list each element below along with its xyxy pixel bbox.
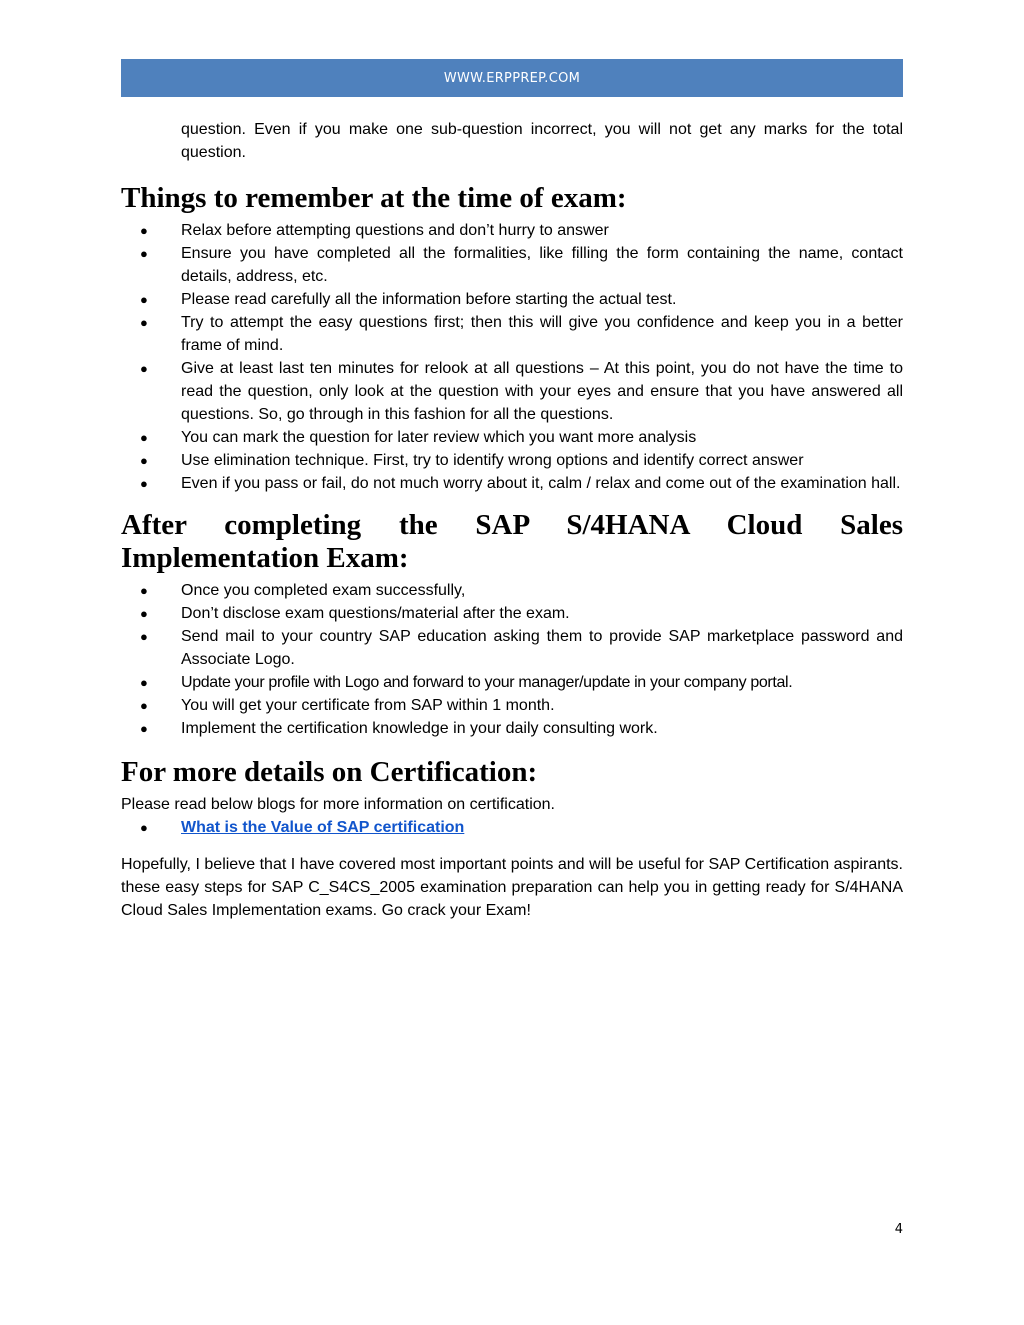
bullet-icon: ●: [140, 675, 148, 690]
list-item: ● Try to attempt the easy questions first; then this will give you confidence and keep you in a better frame of mind.: [121, 311, 903, 357]
exam-time-list: [121, 219, 903, 495]
list-item: ● Don’t disclose exam questions/material after the exam.: [121, 602, 903, 625]
site-header-bar: [121, 59, 903, 97]
page-number: 4: [894, 1222, 903, 1237]
bullet-icon: ●: [140, 246, 148, 261]
bullet-icon: ●: [140, 583, 148, 598]
heading-exam-time: Things to remember at the time of exam:: [121, 182, 627, 214]
list-item: ● Implement the certification knowledge in your daily consulting work.: [121, 717, 903, 740]
list-item: ● Update your profile with Logo and forward to your manager/update in your company portal.: [121, 671, 903, 694]
bullet-icon: ●: [140, 629, 148, 644]
blog-link-list: [121, 816, 903, 839]
bullet-icon: ●: [140, 606, 148, 621]
bullet-icon: ●: [140, 476, 148, 491]
list-item: ● Relax before attempting questions and don’t hurry to answer: [121, 219, 903, 242]
bullet-icon: ●: [140, 820, 148, 835]
bullet-icon: ●: [140, 292, 148, 307]
bullet-icon: ●: [140, 721, 148, 736]
bullet-icon: ●: [140, 223, 148, 238]
list-item: ● You will get your certificate from SAP within 1 month.: [121, 694, 903, 717]
list-item: ● Send mail to your country SAP education asking them to provide SAP marketplace password and Associate Logo.: [121, 625, 903, 671]
list-item: ● Use elimination technique. First, try to identify wrong options and identify correct answer: [121, 449, 903, 472]
heading-after-exam: After completing the SAP S/4HANA Cloud Sales Implementation Exam:: [121, 509, 903, 574]
list-item: ● Once you completed exam successfully,: [121, 579, 903, 602]
bullet-icon: ●: [140, 315, 148, 330]
after-exam-list: [121, 579, 903, 740]
site-url-text: WWW.ERPPREP.COM: [443, 70, 581, 86]
list-item: [121, 816, 903, 839]
list-item: ● Ensure you have completed all the formalities, like filling the form containing the name, contact details, address, etc.: [121, 242, 903, 288]
bullet-icon: ●: [140, 698, 148, 713]
intro-paragraph: question. Even if you make one sub-question incorrect, you will not get any marks for the total question.: [181, 121, 903, 161]
closing-paragraph: Hopefully, I believe that I have covered most important points and will be useful for SAP Certification aspirants. these easy steps for SAP C_S4CS_2005 examination preparation can help you in getting ready for S/4HANA Cloud Sales Implementation exams. Go crack your Exam!: [121, 856, 903, 919]
more-details-lead: Please read below blogs for more information on certification.: [121, 796, 555, 813]
bullet-icon: ●: [140, 430, 148, 445]
list-item: ● You can mark the question for later review which you want more analysis: [121, 426, 903, 449]
page-content: [121, 118, 903, 938]
list-item: ● Give at least last ten minutes for relook at all questions – At this point, you do not have the time to read the question, only look at the question with your eyes and ensure that you have answered all questions. So, go through in this fashion for all the questions.: [121, 357, 903, 426]
bullet-icon: ●: [140, 453, 148, 468]
list-item: ● Even if you pass or fail, do not much worry about it, calm / relax and come out of the examination hall.: [121, 472, 903, 495]
heading-more-details: For more details on Certification:: [121, 756, 538, 788]
list-item: ● Please read carefully all the information before starting the actual test.: [121, 288, 903, 311]
bullet-icon: ●: [140, 361, 148, 376]
sap-certification-value-link[interactable]: What is the Value of SAP certification: [181, 819, 465, 836]
